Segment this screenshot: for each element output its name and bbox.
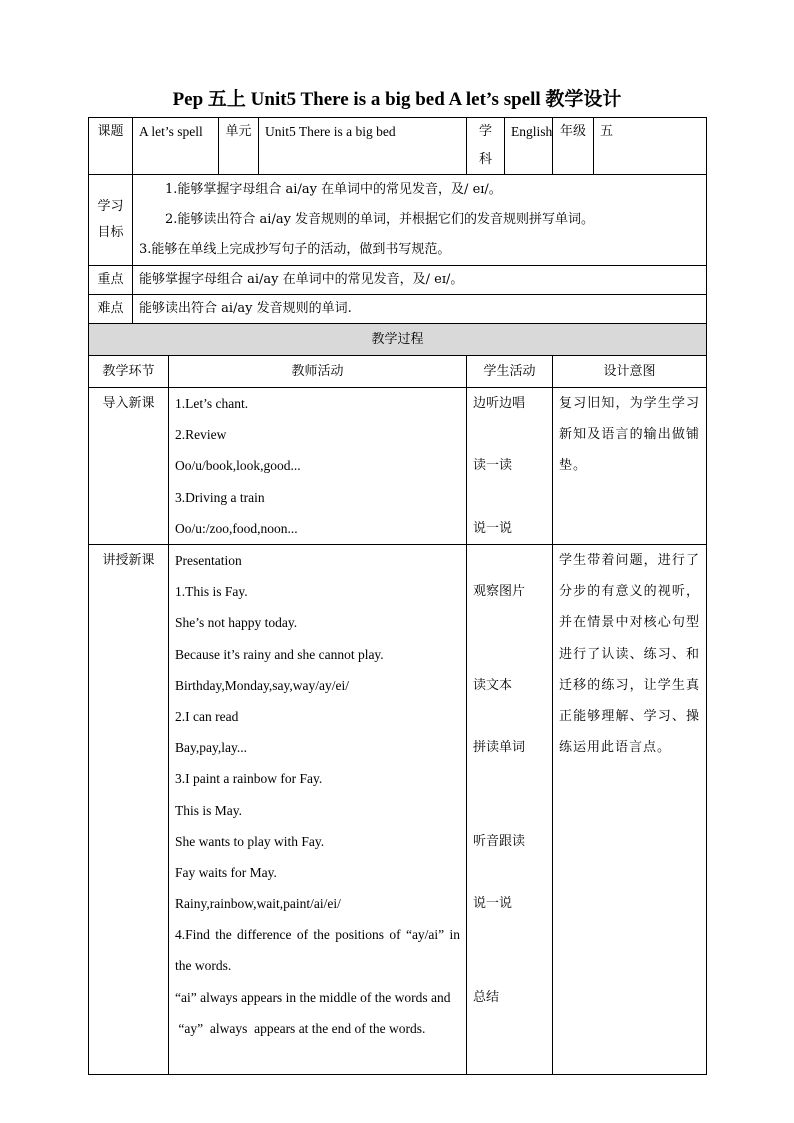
student-line: 读文本 [473, 677, 513, 693]
lesson-plan-table [88, 117, 707, 1075]
student-line [473, 763, 546, 794]
student-line [473, 919, 546, 950]
student-line: 拼读单词 [473, 740, 526, 756]
student-line: 听音跟读 [473, 833, 526, 849]
topic-value: A let’s spell [133, 118, 219, 175]
teacher-line: She wants to play with Fay. [175, 833, 325, 849]
teacher-line: Oo/u:/zoo,food,noon... [175, 520, 298, 536]
teacher-line: 2.I can read [175, 708, 239, 724]
col-stage: 教学环节 [89, 356, 169, 388]
student-line [473, 545, 546, 576]
col-teacher: 教师活动 [169, 356, 467, 388]
intent-intro: 复习旧知，为学生学习新知及语言的输出做铺垫。 [553, 388, 707, 545]
difficulty-value: 能够读出符合 ai/ay 发音规则的单词. [133, 295, 707, 324]
teacher-line: 3.Driving a train [175, 489, 265, 505]
process-header: 教学过程 [89, 324, 707, 356]
teacher-line: Rainy,rainbow,wait,paint/ai/ei/ [175, 896, 341, 912]
student-line: 观察图片 [473, 584, 526, 600]
subject-label: 学科 [467, 118, 505, 175]
key-point-label: 重点 [89, 266, 133, 295]
teacher-line: 1.This is Fay. [175, 584, 248, 600]
student-line [473, 795, 546, 826]
subject-value: English [505, 118, 553, 175]
student-line [473, 950, 546, 981]
teacher-line: Oo/u/book,look,good... [175, 458, 301, 474]
student-line: 边听边唱 [473, 396, 526, 411]
grade-value: 五 [594, 118, 707, 175]
difficulty-label: 难点 [89, 295, 133, 324]
student-line [473, 639, 546, 670]
unit-label: 单元 [219, 118, 259, 175]
stage-new: 讲授新课 [89, 545, 169, 1075]
teacher-line: She’s not happy today. [175, 615, 298, 631]
student-activity-intro [467, 388, 553, 545]
student-line [473, 419, 546, 450]
teacher-line: Fay waits for May. [175, 864, 277, 880]
teacher-activity-new [169, 545, 467, 1075]
student-line: 说一说 [473, 896, 513, 912]
teacher-activity-intro [169, 388, 467, 545]
objectives-row [89, 175, 707, 266]
student-line [473, 857, 546, 888]
teacher-line: Presentation [175, 553, 242, 568]
teacher-line: 1.Let’s chant. [175, 396, 249, 411]
document-title: Pep 五上 Unit5 There is a big bed A let’s spell 教学设计 [172, 89, 622, 110]
stage-intro: 导入新课 [89, 388, 169, 545]
teacher-line: 3.I paint a rainbow for Fay. [175, 771, 323, 787]
objectives-content [133, 175, 707, 266]
teacher-line: Bay,pay,lay... [175, 740, 247, 756]
difficulty-row [89, 295, 707, 324]
key-point-value: 能够掌握字母组合 ai/ay 在单词中的常见发音，及/ eɪ/。 [133, 266, 707, 295]
col-intent: 设计意图 [553, 356, 707, 388]
process-header-row [89, 324, 707, 356]
section-row-new [89, 545, 707, 1075]
teacher-line: Because it’s rainy and she cannot play. [175, 646, 384, 662]
student-line: 总结 [473, 989, 500, 1005]
teacher-paragraph: “ai” always appears in the middle of the words and [175, 989, 451, 1005]
teacher-paragraph: 4.Find the difference of the positions of “ay/ai” in the words. [175, 927, 461, 974]
key-point-row [89, 266, 707, 295]
objective-item: 2.能够读出符合 ai/ay 发音规则的单词，并根据它们的发音规则拼写单词。 [165, 212, 595, 227]
student-line [473, 482, 546, 513]
objective-item: 1.能够掌握字母组合 ai/ay 在单词中的常见发音，及/ eɪ/。 [165, 182, 502, 197]
student-line: 说一说 [473, 520, 513, 536]
section-row-intro [89, 388, 707, 545]
info-row [89, 118, 707, 175]
column-header-row [89, 356, 707, 388]
grade-label: 年级 [553, 118, 594, 175]
objectives-label: 学习目标 [89, 175, 133, 266]
teacher-line: 2.Review [175, 427, 227, 443]
intent-new: 学生带着问题，进行了分步的有意义的视听，并在情景中对核心句型进行了认读、练习、和迁移的练习，让学生真正能够理解、学习、操练运用此语言点。 [553, 545, 707, 1075]
student-line [473, 607, 546, 638]
col-student: 学生活动 [467, 356, 553, 388]
student-activity-new [467, 545, 553, 1075]
teacher-line: Birthday,Monday,say,way/ay/ei/ [175, 677, 349, 693]
teacher-line: This is May. [175, 802, 242, 818]
unit-value: Unit5 There is a big bed [259, 118, 467, 175]
teacher-line: “ay” always appears at the end of the words. [175, 1020, 426, 1036]
topic-label: 课题 [89, 118, 133, 175]
objective-item: 3.能够在单线上完成抄写句子的活动，做到书写规范。 [139, 242, 451, 257]
student-line [473, 701, 546, 732]
student-line: 读一读 [473, 458, 513, 474]
